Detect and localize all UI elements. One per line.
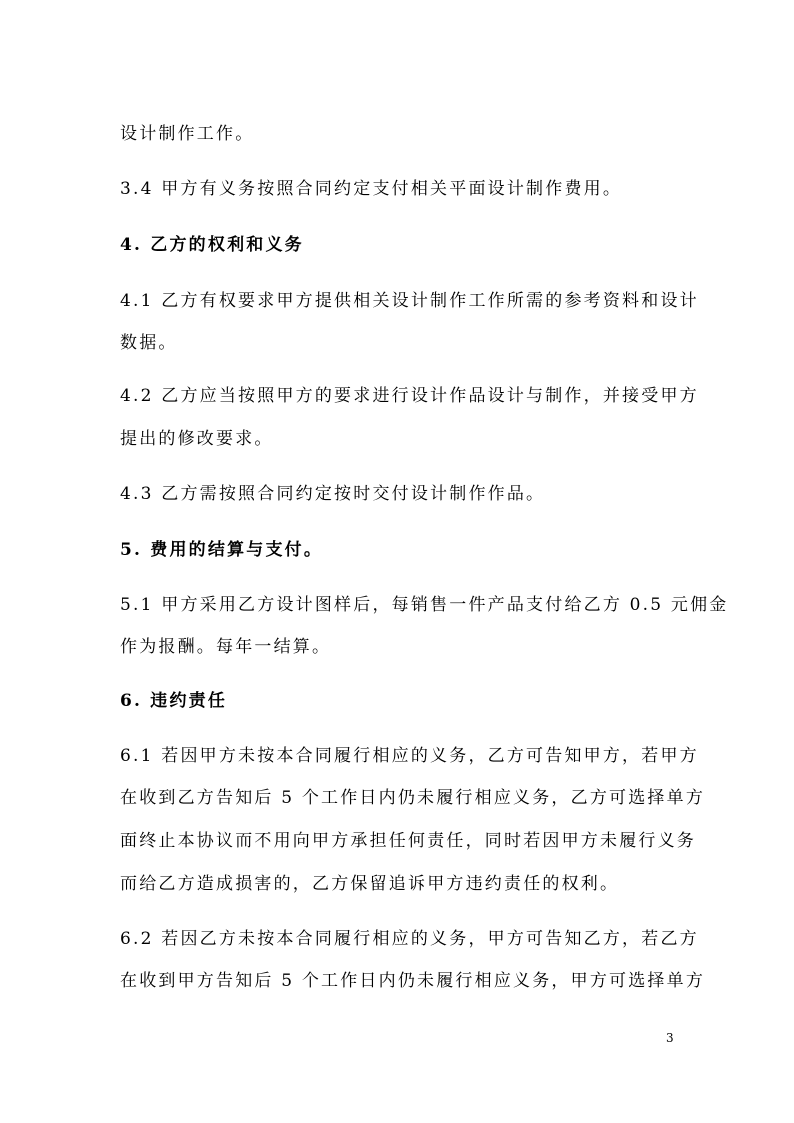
text-line: 设计制作工作。 xyxy=(120,124,255,144)
text-line: 数据。 xyxy=(120,333,178,353)
clause-4-2-line: 4.2 乙方应当按照甲方的要求进行设计作品设计与制作，并接受甲方 xyxy=(120,386,699,406)
clause-4-3-line: 4.3 乙方需按照合同约定按时交付设计制作作品。 xyxy=(120,484,546,504)
clause-3-4-line: 3.4 甲方有义务按照合同约定支付相关平面设计制作费用。 xyxy=(120,179,623,199)
section-heading-5: 5. 费用的结算与支付。 xyxy=(120,540,324,560)
text-line: 面终止本协议而不用向甲方承担任何责任，同时若因甲方未履行义务 xyxy=(120,831,696,851)
text-line: 在收到甲方告知后 5 个工作日内仍未履行相应义务，甲方可选择单方 xyxy=(120,971,706,991)
page-number: 3 xyxy=(666,1031,674,1045)
text-line: 提出的修改要求。 xyxy=(120,429,274,449)
section-heading-4: 4. 乙方的权利和义务 xyxy=(120,235,304,255)
text-line: 在收到乙方告知后 5 个工作日内仍未履行相应义务，乙方可选择单方 xyxy=(120,788,706,808)
clause-4-1-line: 4.1 乙方有权要求甲方提供相关设计制作工作所需的参考资料和设计 xyxy=(120,291,699,311)
clause-6-1-line: 6.1 若因甲方未按本合同履行相应的义务，乙方可告知甲方，若甲方 xyxy=(120,746,699,766)
text-line: 作为报酬。每年一结算。 xyxy=(120,637,332,657)
clause-6-2-line: 6.2 若因乙方未按本合同履行相应的义务，甲方可告知乙方，若乙方 xyxy=(120,929,699,949)
clause-5-1-line: 5.1 甲方采用乙方设计图样后，每销售一件产品支付给乙方 0.5 元佣金 xyxy=(120,595,729,615)
text-line: 而给乙方造成损害的，乙方保留追诉甲方违约责任的权利。 xyxy=(120,874,620,894)
section-heading-6: 6. 违约责任 xyxy=(120,691,228,711)
